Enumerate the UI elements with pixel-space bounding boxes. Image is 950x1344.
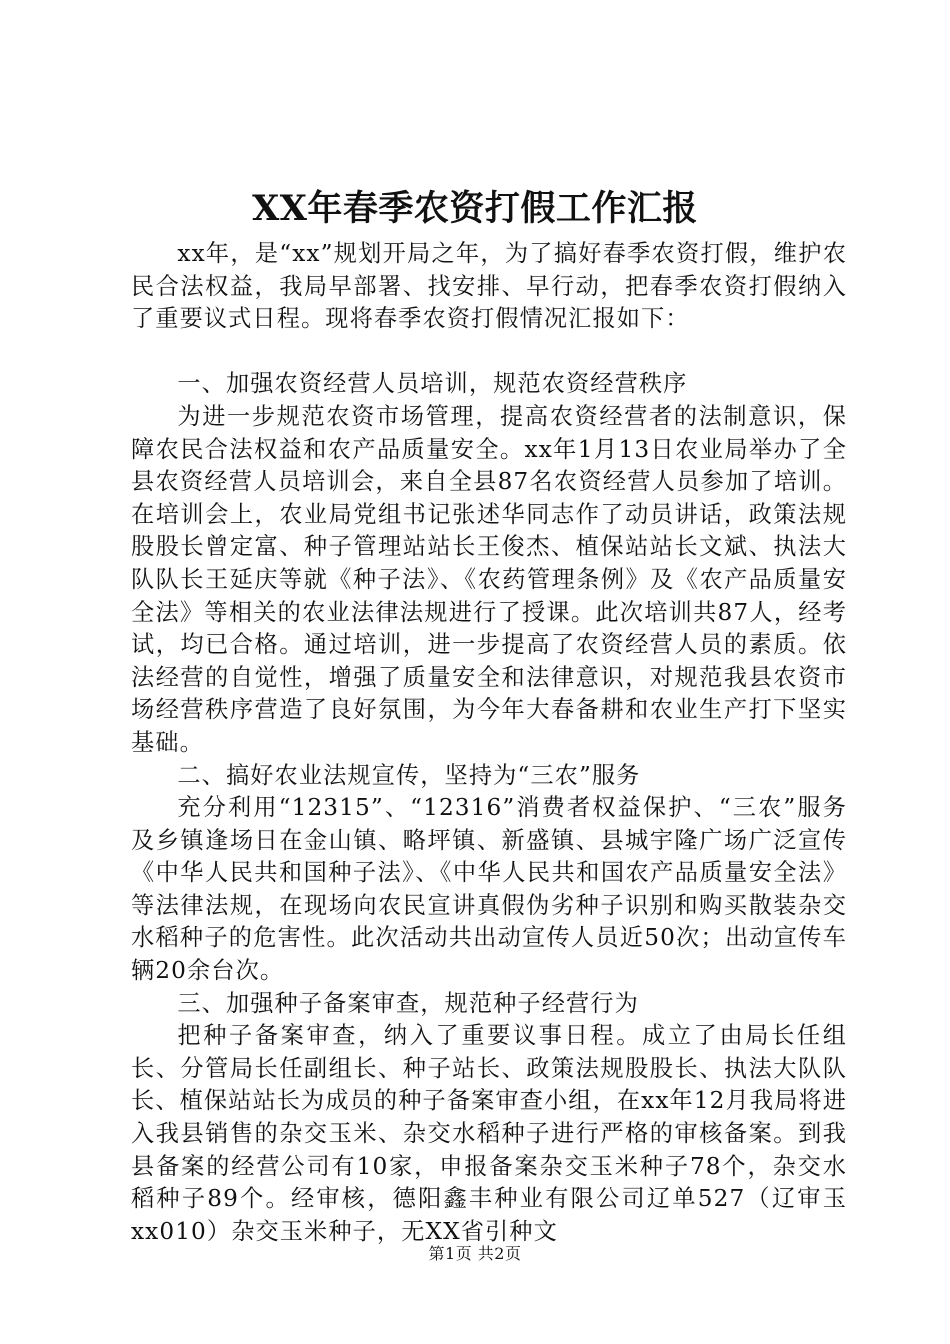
- section-body-3: 把种子备案审查，纳入了重要议事日程。成立了由局长任组长、分管局长任副组长、种子站长、政策法规股股长、执法大队队长、植保站站长为成员的种子备案审查小组，在xx年12月我局将进入我县销售的杂交玉米、杂交水稻种子进行严格的审核备案。到我县备案的经营公司有10家，申报备案杂交玉米种子78个，杂交水稻种子89个。经审核，德阳鑫丰种业有限公司辽单527（辽审玉xx010）杂交玉米种子，无XX省引种文: [131, 1022, 847, 1245]
- section-heading-3: 三、加强种子备案审查，规范种子经营行为: [177, 989, 639, 1017]
- section-body-2: 充分利用“12315”、“12316”消费者权益保护、“三农”服务及乡镇逢场日在金山镇、略坪镇、新盛镇、县城宇隆广场广泛宣传《中华人民共和国种子法》、《中华人民共和国农产品质量安全法》等法律法规，在现场向农民宣讲真假伪劣种子识别和购买散装杂交水稻种子的危害性。此次活动共出动宣传人员近50次；出动宣传车辆20余台次。: [131, 794, 847, 985]
- document-title: XX年春季农资打假工作汇报: [252, 188, 698, 229]
- paragraph-gap: [131, 336, 847, 369]
- page-number-footer: 第1页 共2页: [428, 1244, 522, 1263]
- section-heading-1: 一、加强农资经营人员培训，规范农资经营秩序: [177, 370, 688, 398]
- document-body: [131, 238, 847, 1248]
- section-body-1: 为进一步规范农资市场管理，提高农资经营者的法制意识，保障农民合法权益和农产品质量安全。xx年1月13日农业局举办了全县农资经营人员培训会，来自全县87名农资经营人员参加了培训。在培训会上，农业局党组书记张述华同志作了动员讲话，政策法规股股长曾定富、种子管理站站长王俊杰、植保站站长文斌、执法大队队长王延庆等就《种子法》、《农药管理条例》及《农产品质量安全法》等相关的农业法律法规进行了授课。此次培训共87人，经考试，均已合格。通过培训，进一步提高了农资经营人员的素质。依法经营的自觉性，增强了质量安全和法律意识，对规范我县农资市场经营秩序营造了良好氛围，为今年大春备耕和农业生产打下坚实基础。: [131, 402, 847, 756]
- intro-paragraph: xx年，是“xx”规划开局之年，为了搞好春季农资打假，维护农民合法权益，我局早部署、找安排、早行动，把春季农资打假纳入了重要议式日程。现将春季农资打假情况汇报如下：: [131, 240, 847, 333]
- section-heading-2: 二、搞好农业法规宣传，坚持为“三农”服务: [177, 761, 641, 789]
